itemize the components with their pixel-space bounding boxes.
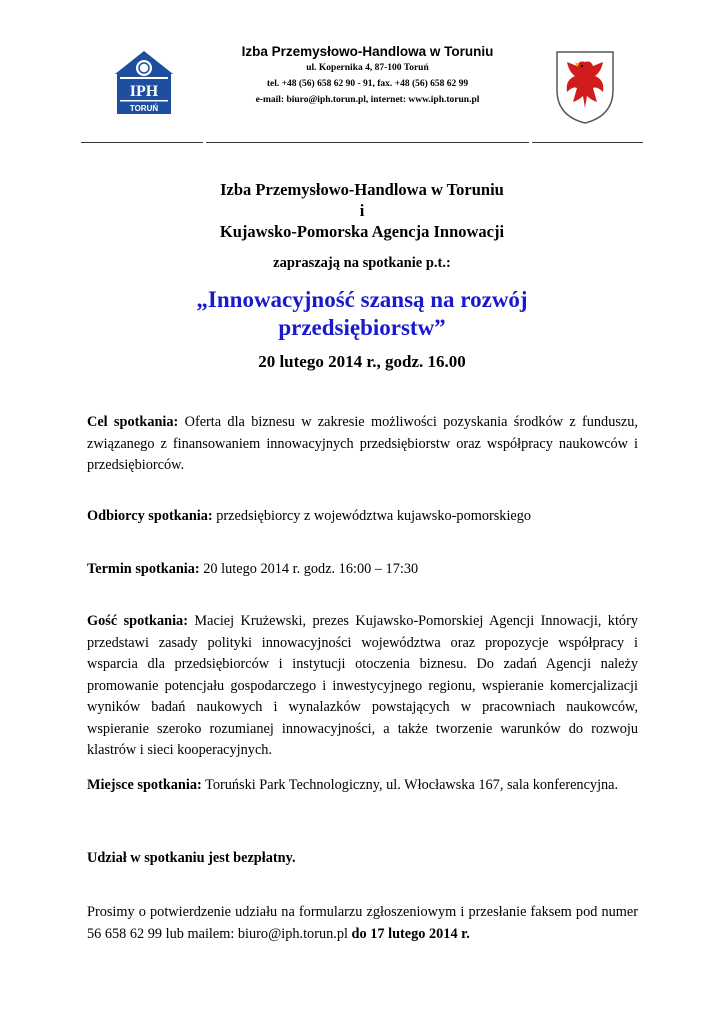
free-participation-note: Udział w spotkaniu jest bezpłatny. <box>87 850 296 866</box>
rsvp-section <box>87 902 638 945</box>
place-label: Miejsce spotkania: <box>87 777 202 793</box>
rsvp-deadline: do 17 lutego 2014 r. <box>351 925 470 942</box>
header-phone: tel. +48 (56) 658 62 90 - 91, fax. +48 (56) 658 62 99 <box>266 79 469 89</box>
audience-text: przedsiębiorcy z województwa kujawsko-pomorskiego <box>212 508 532 524</box>
header-email: e-mail: biuro@iph.torun.pl, internet: www.iph.torun.pl <box>255 95 480 105</box>
time-text-hours: . godz. 16:00 – 17:30 <box>296 561 419 577</box>
event-title <box>80 286 644 342</box>
logo-text-torun: TORUŃ <box>129 104 159 113</box>
rsvp-text: Prosimy o potwierdzenie udziału na formularzu zgłoszeniowym i przesłanie faksem pod numer 56 658 62 99 lub mailem: biuro@iph.torun.pl <box>87 904 638 942</box>
organizer-conjunction: i <box>359 201 365 220</box>
goal-text: Oferta dla biznesu w zakresie możliwości pozyskania środków z funduszu, związanego z finansowaniem innowacyjnych przedsiębiorstw oraz współpracy naukowców i przedsiębiorców. <box>87 414 638 473</box>
logo-text-iph: IPH <box>129 83 159 100</box>
header-title: Izba Przemysłowo-Handlowa w Toruniu <box>241 44 494 59</box>
invitation-line: zapraszają na spotkanie p.t.: <box>273 255 451 271</box>
guest-section <box>87 611 638 762</box>
place-text: Toruński Park Technologiczny, ul. Włocławska 167, sala konferencyjna. <box>201 777 619 793</box>
time-section <box>87 559 638 581</box>
header-address: ul. Kopernika 4, 87-100 Toruń <box>306 63 429 73</box>
iph-torun-logo <box>114 50 174 116</box>
event-date: 20 lutego 2014 r., godz. 16.00 <box>258 352 466 371</box>
place-section <box>87 775 638 797</box>
organizer-1: Izba Przemysłowo-Handlowa w Toruniu <box>220 180 504 199</box>
header-divider <box>81 142 643 143</box>
organizer-2: Kujawsko-Pomorska Agencja Innowacji <box>219 222 505 241</box>
event-title-line-2: przedsiębiorstw” <box>278 315 446 340</box>
event-title-line-1: „Innowacyjność szansą na rozwój <box>196 287 528 312</box>
time-label: Termin spotkania: <box>87 561 200 577</box>
time-text-date: 20 lutego 2014 r <box>199 561 297 577</box>
guest-text: Maciej Krużewski, prezes Kujawsko-Pomorskiej Agencji Innowacji, który przedstawi zasady polityki innowacyjności województwa oraz propozycje współpracy i wsparcia dla przedsiębiorców i instytucji otoczenia biznesu. Do zadań Agencji należy promowanie potencjału gospodarczego i inwestycyjnego regionu, wspieranie komercjalizacji wyników badań naukowych i wynalazków powstających w pracowniach naukowców, wspieranie szeroko rozumianej innowacyjności, a także tworzenie warunków do rozwoju klastrów i sieci kooperacyjnych. <box>87 613 638 758</box>
goal-label: Cel spotkania: <box>87 414 179 430</box>
audience-section <box>87 506 638 528</box>
guest-label: Gość spotkania: <box>87 613 188 629</box>
audience-label: Odbiorcy spotkania: <box>87 508 213 524</box>
coat-of-arms-eagle-icon <box>555 50 615 125</box>
goal-section <box>87 412 638 477</box>
